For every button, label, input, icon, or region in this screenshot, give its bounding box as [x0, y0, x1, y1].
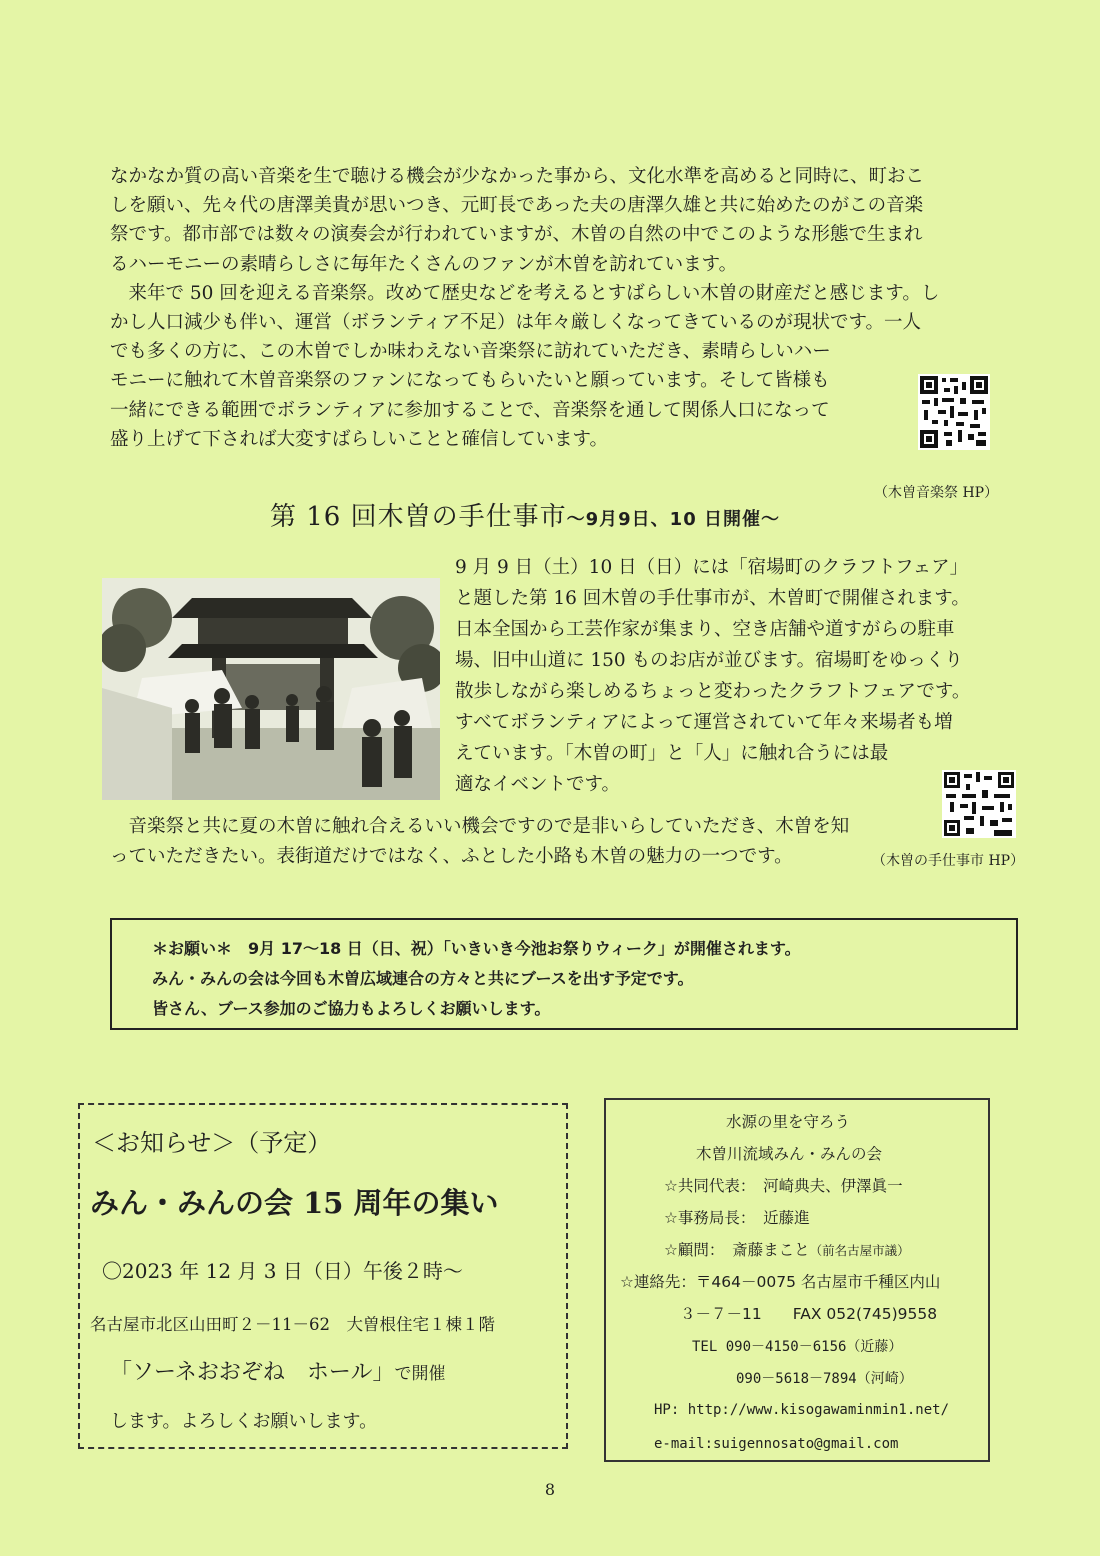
organization-contact-box [604, 1098, 990, 1462]
advisor-name: ☆顧問： 斎藤まこと [664, 1241, 810, 1259]
contact-slogan: 水源の里を守ろう [726, 1113, 851, 1131]
contact-secretary: ☆事務局長： 近藤進 [664, 1209, 810, 1227]
request-notice-box [110, 918, 1018, 1030]
craft-line: えています。「木曽の町」と「人」に触れ合うには最 [455, 743, 889, 764]
intro-line: 盛り上げて下されば大変すばらしいことと確信しています。 [110, 428, 609, 450]
craft-line: 9 月 9 日（土）10 日（日）には「宿場町のクラフトフェア」 [455, 557, 969, 578]
intro-line: モニーに触れて木曽音楽祭のファンになってもらいたいと願っています。そして皆様も [110, 370, 830, 392]
advisor-note: （前名古屋市議） [809, 1243, 910, 1258]
craft-line: すべてボランティアによって運営されていて年々来場者も増 [455, 712, 953, 733]
craft-market-dates: ～9月9日、10 日開催～ [566, 509, 780, 530]
contact-email-link[interactable]: e-mail:suigennosato@gmail.com [654, 1436, 899, 1452]
event-venue: 「ソーネおおぞね ホール」 [110, 1360, 395, 1385]
music-festival-qr-caption: （木曽音楽祭 HP） [874, 485, 999, 501]
notice-line: みん・みんの会は今回も木曽広域連合の方々と共にブースを出す予定です。 [152, 969, 694, 988]
intro-line: 一緒にできる範囲でボランティアに参加することで、音楽祭を通して関係人口になって [110, 399, 830, 421]
closing-paragraph [110, 812, 849, 871]
event-label: ＜お知らせ＞（予定） [92, 1129, 332, 1157]
closing-line: っていただきたい。表街道だけではなく、ふとした小路も木曽の魅力の一つです。 [110, 845, 793, 867]
craft-market-heading [270, 496, 780, 533]
craft-line: 適なイベントです。 [455, 774, 621, 795]
contact-address: ☆連絡先：〒464－0075 名古屋市千種区内山 [620, 1273, 941, 1291]
intro-line: 祭です。都市部では数々の演奏会が行われていますが、木曽の自然の中でこのような形態で生まれ [110, 224, 923, 246]
kiso-craft-market-photo [102, 578, 440, 800]
intro-line: 来年で 50 回を迎える音楽祭。改めて歴史などを考えるとすばらしい木曽の財産だと感じます。し [110, 282, 940, 304]
organization-name: 木曽川流域みん・みんの会 [696, 1145, 883, 1163]
craft-line: 場、旧中山道に 150 ものお店が並びます。宿場町をゆっくり [455, 650, 963, 671]
event-closing: します。よろしくお願いします。 [110, 1411, 378, 1432]
event-venue-suffix: で開催 [394, 1364, 446, 1384]
intro-line: なかなか質の高い音楽を生で聴ける機会が少なかった事から、文化水準を高めると同時に、町おこ [110, 166, 925, 187]
craft-line: 日本全国から工芸作家が集まり、空き店舗や道すがらの駐車 [455, 619, 955, 640]
contact-representatives: ☆共同代表： 河崎典夫、伊澤眞一 [664, 1177, 903, 1195]
anniversary-event-box [78, 1103, 568, 1449]
craft-line: と題した第 16 回木曽の手仕事市が、木曽町で開催されます。 [455, 588, 970, 609]
closing-line: 音楽祭と共に夏の木曽に触れ合えるいい機会ですので是非いらしていただき、木曽を知 [110, 816, 850, 837]
craft-market-qr-code[interactable] [942, 770, 1016, 838]
contact-homepage-link[interactable]: HP: http://www.kisogawaminmin1.net/ [654, 1402, 950, 1418]
contact-tel-kawasaki: 090－5618－7894（河崎） [736, 1371, 913, 1387]
notice-line: ＊お願い＊ 9月 17～18 日（日、祝）「いきいき今池お祭りウィーク」が開催されます。 [152, 939, 801, 958]
notice-line: 皆さん、ブース参加のご協力もよろしくお願いします。 [152, 999, 551, 1018]
craft-market-body [455, 552, 1015, 800]
contact-address-fax: ３－７－11 FAX 052(745)9558 [680, 1305, 938, 1323]
intro-line: でも多くの方に、この木曽でしか味わえない音楽祭に訪れていただき、素晴らしいハー [110, 341, 831, 363]
event-venue-line [110, 1355, 445, 1386]
craft-market-qr-caption: （木曽の手仕事市 HP） [872, 853, 1025, 869]
craft-market-title: 第 16 回木曽の手仕事市 [270, 502, 567, 532]
event-date: 〇2023 年 12 月 3 日（日）午後２時～ [102, 1259, 463, 1283]
event-address: 名古屋市北区山田町２－11－62 大曽根住宅１棟１階 [90, 1315, 495, 1334]
event-title: みん・みんの会 15 周年の集い [90, 1186, 499, 1220]
music-festival-qr-code[interactable] [918, 374, 990, 450]
contact-tel-kondo: TEL 090－4150－6156（近藤） [692, 1339, 903, 1355]
intro-line: かし人口減少も伴い、運営（ボランティア不足）は年々厳しくなってきているのが現状です。一人 [110, 312, 922, 334]
intro-line: しを願い、先々代の唐澤美貴が思いつき、元町長であった夫の唐澤久雄と共に始めたのがこの音楽 [110, 195, 924, 217]
intro-paragraph [110, 162, 1012, 454]
intro-line: るハーモニーの素晴らしさに毎年たくさんのファンが木曽を訪れています。 [110, 253, 738, 275]
contact-advisor [664, 1238, 910, 1260]
craft-line: 散歩しながら楽しめるちょっと変わったクラフトフェアです。 [455, 681, 971, 702]
page-number: 8 [544, 1480, 556, 1499]
